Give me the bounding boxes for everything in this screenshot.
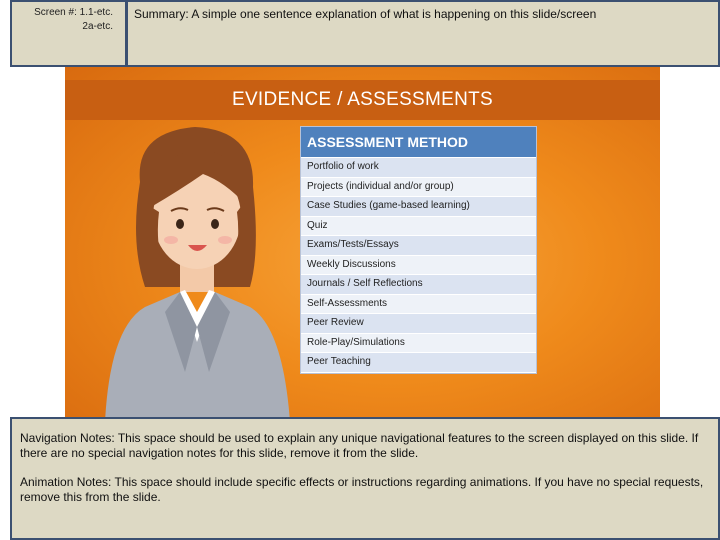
navigation-notes: Navigation Notes: This space should be used to explain any unique navigational features to the screen displayed on this slide. If there are no special navigation notes for this slide, remove it from the slide. [20,431,699,460]
assessment-table-header: ASSESSMENT METHOD [301,127,536,158]
notes-box [10,417,720,540]
table-row: Peer Review [301,314,536,334]
summary-text: Summary: A simple one sentence explanation of what is happening on this slide/screen [134,7,597,21]
animation-notes: Animation Notes: This space should include specific effects or instructions regarding animations. If you have no special requests, remove this from the slide. [20,475,704,504]
table-row: Exams/Tests/Essays [301,236,536,256]
screen-number-label: Screen #: 1.1-etc. [34,7,113,18]
table-row: Projects (individual and/or group) [301,178,536,198]
table-row: Peer Teaching [301,353,536,373]
summary-box [126,0,720,67]
woman-illustration [85,112,305,417]
slide-title: EVIDENCE / ASSESSMENTS [231,89,494,110]
table-row: Weekly Discussions [301,256,536,276]
slide-canvas [65,67,660,417]
screen-number-box [10,0,127,67]
table-row: Role-Play/Simulations [301,334,536,354]
table-row: Journals / Self Reflections [301,275,536,295]
table-row: Self-Assessments [301,295,536,315]
table-row: Portfolio of work [301,158,536,178]
table-row: Case Studies (game-based learning) [301,197,536,217]
table-row: Quiz [301,217,536,237]
screen-number-sub: 2a-etc. [82,21,113,32]
assessment-table [300,126,537,374]
